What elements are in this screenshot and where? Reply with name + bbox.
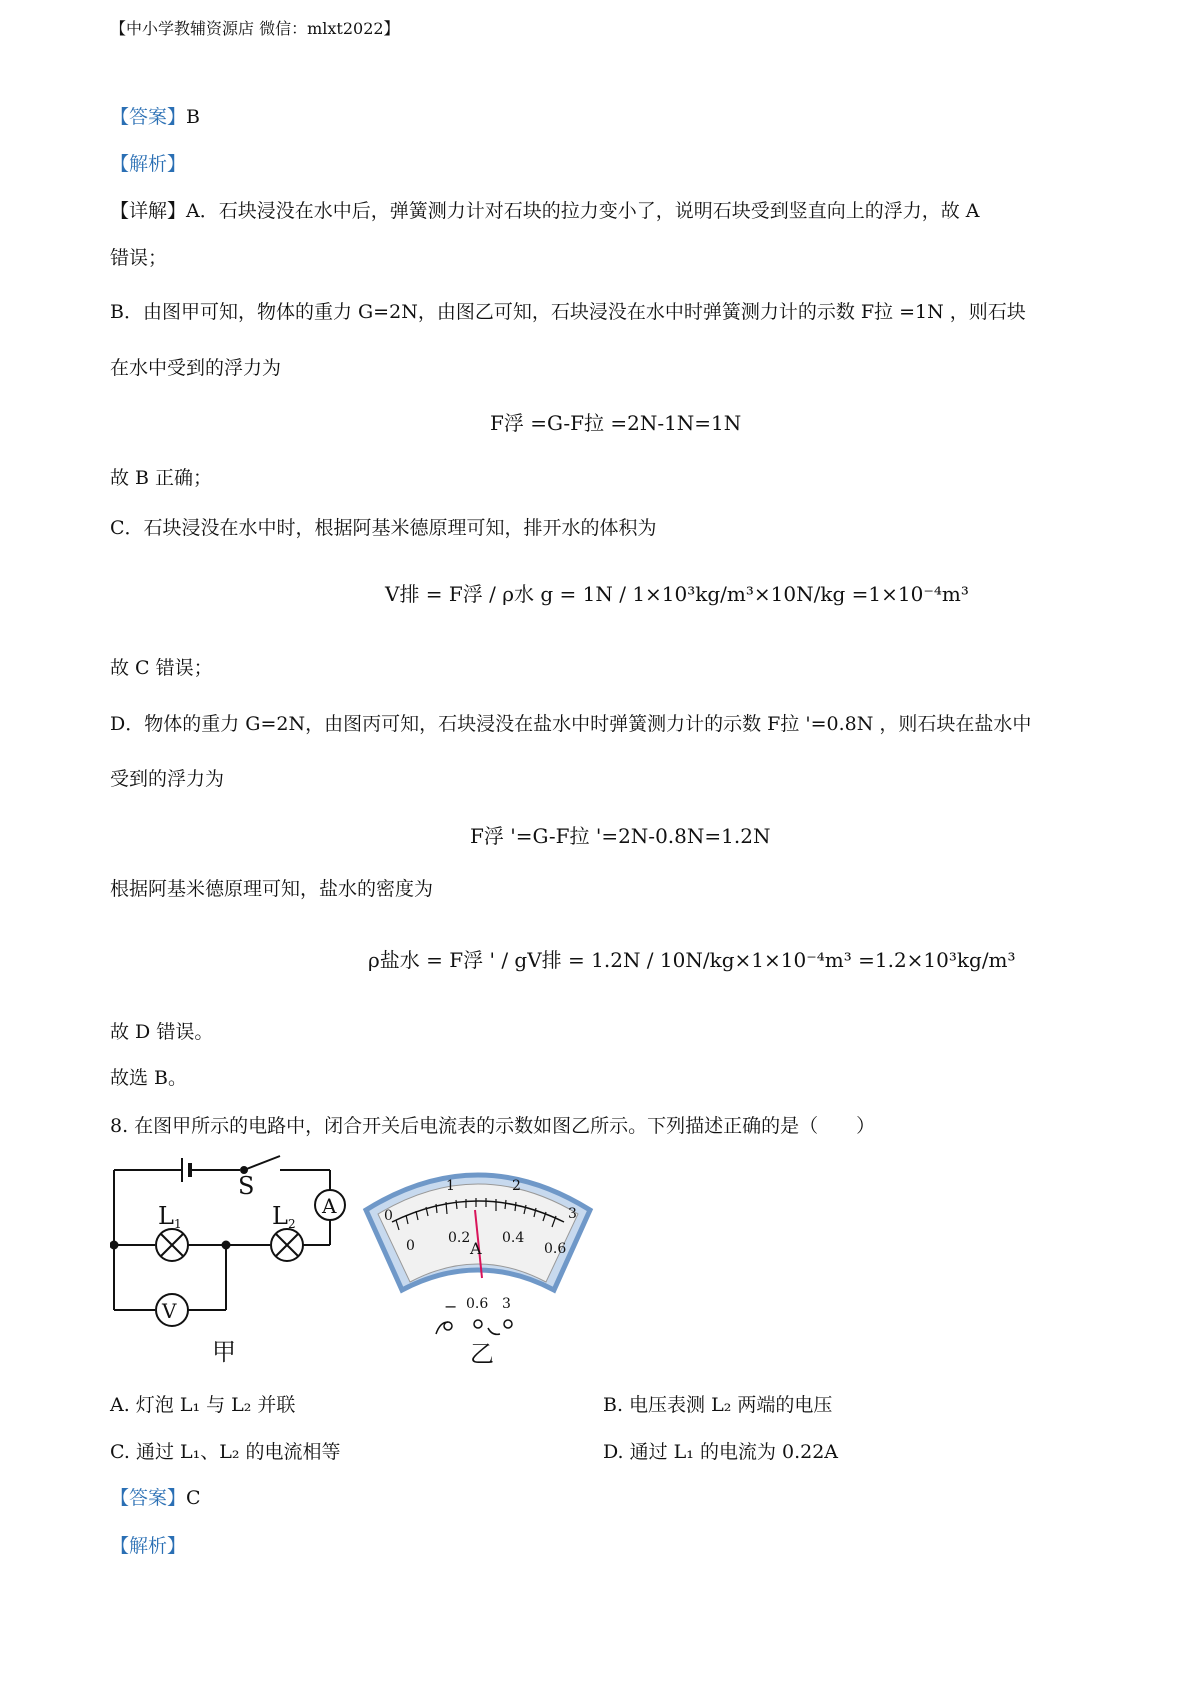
bottom-scale-0: 0: [406, 1238, 415, 1254]
d-conclusion: 故 D 错误。: [110, 1021, 214, 1043]
q8-analysis-tag: 【解析】: [110, 1535, 187, 1557]
top-scale-3: 3: [568, 1206, 577, 1222]
page-header: 【中小学教辅资源店 微信：mlxt2022】: [110, 19, 400, 38]
switch-label: S: [238, 1172, 255, 1200]
ammeter-dial: [366, 1175, 590, 1365]
voltmeter-label: V: [162, 1299, 177, 1323]
option-c-line1: C．石块浸没在水中时，根据阿基米德原理可知，排开水的体积为: [110, 517, 657, 539]
terminals: [436, 1320, 512, 1334]
detail-a-line2: 错误；: [110, 247, 168, 269]
l2-label: L: [272, 1202, 288, 1230]
top-scale-2: 2: [512, 1178, 521, 1194]
l2-sub: 2: [288, 1217, 296, 1231]
terminal-3: 3: [502, 1296, 511, 1312]
option-b: B. 电压表测 L₂ 两端的电压: [603, 1394, 833, 1416]
b-formula: F浮 =G-F拉 =2N-1N=1N: [490, 411, 742, 435]
bottom-scale-06: 0.6: [544, 1241, 567, 1257]
q8-answer-row: [110, 1484, 201, 1512]
bottom-scale-04: 0.4: [502, 1230, 525, 1246]
detail-a-text: A．石块浸没在水中后，弹簧测力计对石块的拉力变小了，说明石块受到竖直向上的浮力，故 A: [186, 200, 980, 222]
option-d-line2: 受到的浮力为: [110, 768, 225, 790]
l1-sub: 1: [174, 1217, 182, 1231]
c-conclusion: 故 C 错误；: [110, 657, 213, 679]
circuit-diagram: [111, 1156, 346, 1326]
answer-value: B: [186, 106, 200, 128]
c-formula: V排 = F浮 / ρ水 g = 1N / 1×10³kg/m³×10N/kg =1×10⁻⁴m³: [385, 582, 969, 606]
question-8-figures: [110, 1150, 670, 1365]
fig-b-caption: 乙: [470, 1340, 494, 1365]
option-a: A. 灯泡 L₁ 与 L₂ 并联: [110, 1394, 296, 1416]
terminal-06: 0.6: [466, 1296, 489, 1312]
detail-tag: 【详解】: [110, 200, 187, 222]
option-d: D. 通过 L₁ 的电流为 0.22A: [603, 1441, 839, 1463]
answer-tag: 【答案】: [110, 106, 187, 128]
option-b-line2: 在水中受到的浮力为: [110, 357, 282, 379]
q8-answer-value: C: [186, 1487, 201, 1509]
detail-a-line: [110, 197, 980, 225]
final-choice: 故选 B。: [110, 1067, 188, 1089]
option-d-line3: 根据阿基米德原理可知，盐水的密度为: [110, 878, 434, 900]
b-conclusion: 故 B 正确；: [110, 467, 213, 489]
switch-blade: [244, 1156, 280, 1170]
option-d-line1: D．物体的重力 G=2N，由图丙可知，石块浸没在盐水中时弹簧测力计的示数 F拉 '=0.8N ，则石块在盐水中: [110, 713, 1032, 735]
q8-answer-tag: 【答案】: [110, 1487, 187, 1509]
l1-label: L: [158, 1202, 174, 1230]
bottom-scale-02: 0.2: [448, 1230, 471, 1246]
d-formula1: F浮 '=G-F拉 '=2N-0.8N=1.2N: [470, 824, 771, 848]
fig-a-caption: 甲: [212, 1338, 236, 1365]
top-scale-1: 1: [446, 1178, 455, 1194]
option-c: C. 通过 L₁、L₂ 的电流相等: [110, 1441, 341, 1463]
analysis-tag: 【解析】: [110, 153, 187, 175]
dial-unit: A: [470, 1239, 482, 1258]
terminal-minus: −: [444, 1297, 458, 1316]
option-b-line1: B．由图甲可知，物体的重力 G=2N，由图乙可知，石块浸没在水中时弹簧测力计的示数 F拉 =1N ，则石块: [110, 301, 1026, 323]
ammeter-label: A: [322, 1194, 337, 1218]
answer-row: [110, 103, 200, 131]
top-scale-0: 0: [384, 1208, 393, 1224]
circuit-labels: [158, 1172, 337, 1365]
d-formula2: ρ盐水 = F浮 ' / gV排 = 1.2N / 10N/kg×1×10⁻⁴m³ =1.2×10³kg/m³: [368, 948, 1016, 972]
question-8: 8. 在图甲所示的电路中，闭合开关后电流表的示数如图乙所示。下列描述正确的是（ ）: [110, 1115, 876, 1137]
